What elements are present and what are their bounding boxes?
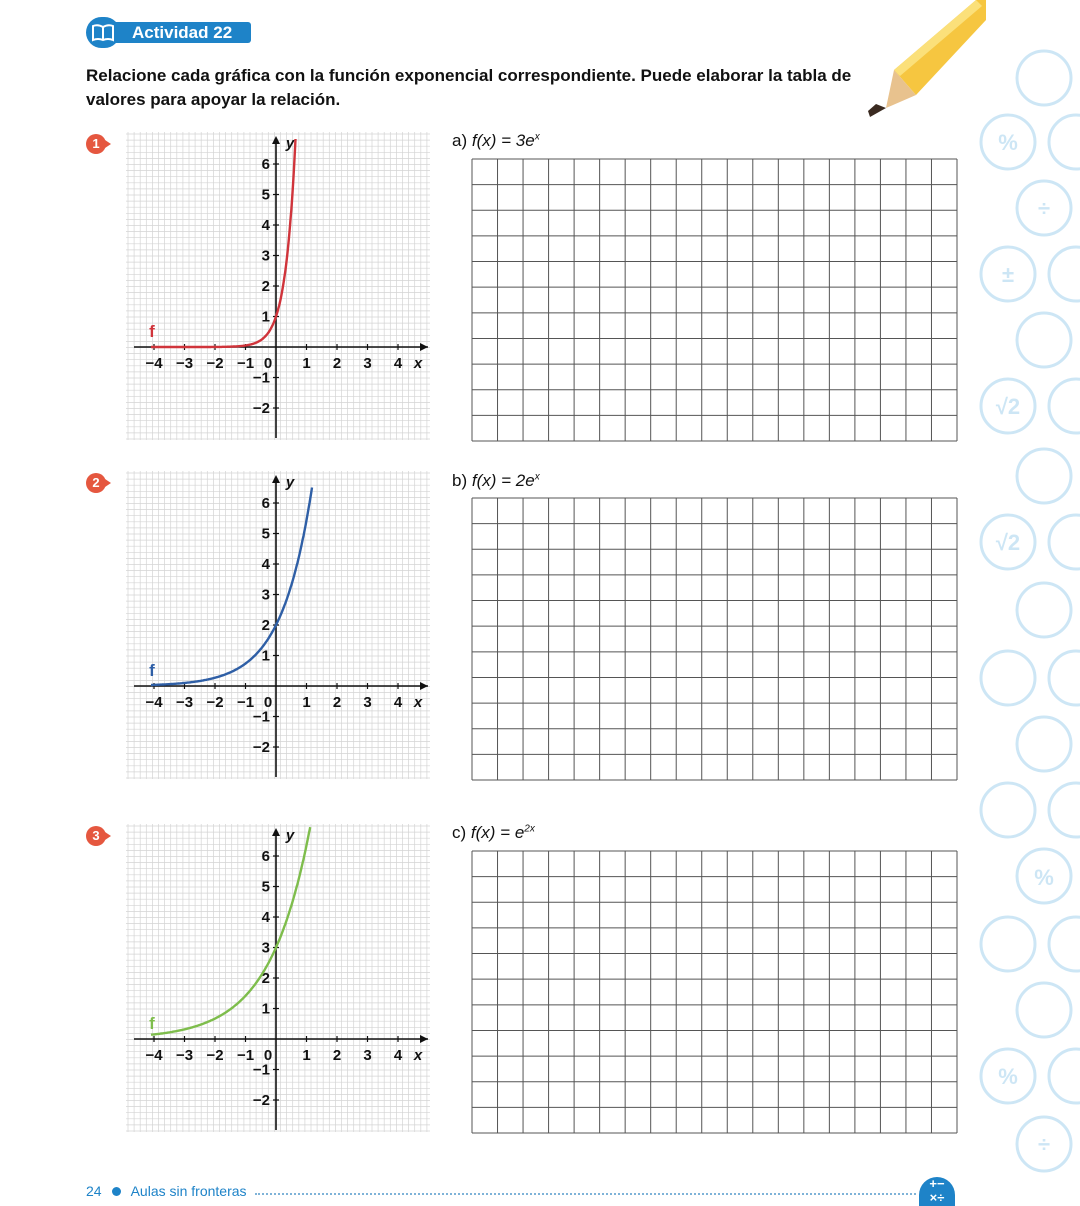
curve-label: f	[149, 661, 155, 680]
graph-3	[126, 824, 430, 1132]
x-tick-label: 1	[302, 1047, 311, 1064]
footer-dot	[112, 1187, 121, 1196]
y-tick-label: −1	[252, 1061, 270, 1079]
x-tick-label: −1	[236, 694, 255, 711]
svg-text:÷: ÷	[1037, 196, 1051, 221]
curve-label: f	[149, 1014, 155, 1033]
y-tick-label: 2	[261, 617, 270, 634]
x-tick-label: 4	[393, 694, 403, 711]
value-table-grid-b[interactable]	[471, 497, 958, 781]
function-label-c: c) $f(x) = e^{2x}$	[452, 823, 535, 842]
x-tick-label: −1	[236, 355, 255, 372]
x-axis-label: x	[413, 694, 423, 711]
value-table-grid-c[interactable]	[471, 850, 958, 1134]
operations-icon: +− ×÷	[919, 1177, 955, 1206]
x-tick-label: −3	[175, 1047, 194, 1064]
graph-number-3: 3	[86, 826, 106, 846]
x-tick-label: 1	[302, 694, 311, 711]
y-tick-label: 5	[261, 525, 270, 543]
curve-f	[151, 139, 296, 347]
y-tick-label: 3	[261, 247, 270, 265]
x-tick-label: −2	[206, 694, 224, 711]
y-tick-label: 6	[261, 156, 270, 173]
book-title: Aulas sin fronteras	[130, 1183, 247, 1199]
origin-label: 0	[263, 1047, 273, 1064]
graph-2	[126, 471, 430, 779]
value-table-grid-a[interactable]	[471, 158, 958, 442]
x-tick-label: −3	[175, 694, 194, 711]
x-tick-label: −4	[145, 694, 163, 711]
y-tick-label: 2	[261, 970, 270, 987]
x-tick-label: 3	[363, 1047, 372, 1064]
graph-number-2: 2	[86, 473, 106, 493]
y-tick-label: 3	[261, 586, 270, 604]
x-tick-label: 2	[332, 694, 342, 711]
page-footer	[86, 1181, 916, 1201]
x-tick-label: 2	[332, 1047, 342, 1064]
graph-number-1: 1	[86, 134, 106, 154]
svg-text:÷: ÷	[1037, 1132, 1051, 1157]
svg-text:√2: √2	[995, 394, 1021, 419]
svg-text:%: %	[1034, 865, 1054, 890]
y-tick-label: 2	[261, 278, 270, 295]
x-tick-label: 1	[302, 355, 311, 372]
svg-text:√2: √2	[995, 530, 1021, 555]
function-label-a: a) $f(x) = 3e^x$	[452, 131, 540, 150]
x-tick-label: 4	[393, 1047, 403, 1064]
activity-title: Actividad 22	[110, 22, 251, 43]
y-tick-label: 3	[261, 939, 270, 957]
x-tick-label: −3	[175, 355, 194, 372]
y-tick-label: 1	[261, 308, 270, 326]
dotted-leader	[255, 1193, 916, 1195]
decorative-math-icons	[960, 0, 1080, 1206]
svg-text:%: %	[998, 130, 1018, 155]
y-tick-label: 1	[261, 1000, 270, 1018]
y-tick-label: 6	[261, 495, 270, 512]
x-tick-label: 2	[332, 355, 342, 372]
y-tick-label: 4	[261, 217, 270, 234]
x-tick-label: −2	[206, 1047, 224, 1064]
function-label-b: b) $f(x) = 2e^x$	[452, 471, 540, 490]
origin-label: 0	[263, 355, 273, 372]
graph-1	[126, 132, 430, 440]
svg-text:%: %	[998, 1064, 1018, 1089]
x-tick-label: −4	[145, 355, 163, 372]
y-tick-label: 1	[261, 647, 270, 665]
y-tick-label: 5	[261, 878, 270, 896]
x-tick-label: 3	[363, 694, 372, 711]
y-tick-label: 4	[261, 909, 270, 926]
y-tick-label: 5	[261, 186, 270, 204]
x-tick-label: 4	[393, 355, 403, 372]
book-icon	[86, 17, 120, 48]
x-axis-label: x	[413, 1047, 423, 1064]
curve-label: f	[149, 322, 155, 341]
y-tick-label: −2	[252, 739, 270, 756]
y-tick-label: −2	[252, 400, 270, 417]
y-axis-label: y	[285, 474, 295, 491]
y-tick-label: 4	[261, 556, 270, 573]
x-tick-label: 3	[363, 355, 372, 372]
origin-label: 0	[263, 694, 273, 711]
svg-text:±: ±	[1001, 262, 1015, 287]
x-tick-label: −4	[145, 1047, 163, 1064]
x-tick-label: −1	[236, 1047, 255, 1064]
y-axis-label: y	[285, 135, 295, 152]
y-tick-label: −1	[252, 708, 270, 726]
x-tick-label: −2	[206, 355, 224, 372]
instructions-text: Relacione cada gráfica con la función exponencial correspondiente. Puede elaborar la tabla de valores para apoyar la relación.	[86, 66, 852, 109]
activity-badge	[86, 17, 251, 48]
y-tick-label: 6	[261, 848, 270, 865]
y-tick-label: −1	[252, 369, 270, 387]
x-axis-label: x	[413, 355, 423, 372]
y-tick-label: −2	[252, 1092, 270, 1109]
y-axis-label: y	[285, 827, 295, 844]
page-number: 24	[86, 1183, 102, 1199]
